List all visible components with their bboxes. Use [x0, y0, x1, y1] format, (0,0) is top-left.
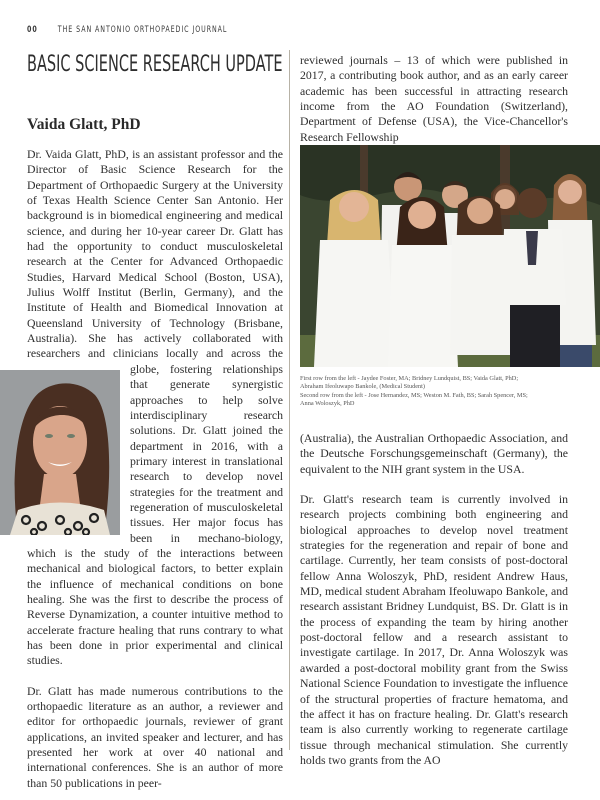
journal-title: THE SAN ANTONIO ORTHOPAEDIC JOURNAL [57, 25, 228, 35]
continuation-paragraph: reviewed journals – 13 of which were published in 2017, a contributing book author, and as an early career academic has been successful in attracting research income from the AO Foundation (Switzerland), Department of Defense (USA), the Vice-Chancellor's Research Fellowship [300, 53, 568, 144]
continuation-paragraph-2: (Australia), the Australian Orthopaedic Association, and the Deutsche Forschungsgemeinschaft (Germany), the equivalent to the NIH grant system in the USA. [300, 431, 568, 476]
caption-line-2: Abraham Ifeoluwapo Bankole, (Medical Student) [300, 383, 426, 391]
left-column [27, 147, 283, 791]
section-title: BASIC SCIENCE RESEARCH UPDATE [27, 52, 283, 77]
paragraph-1 [27, 147, 283, 669]
right-column-top [300, 53, 568, 145]
running-head [27, 25, 227, 35]
paragraph-1-intro: Dr. Vaida Glatt, PhD, is an assistant professor and the Director of Basic Science Research for the Department of Orthopaedic Surgery at the University of Texas Health Science Center San Antonio. Her background is in biomedical engineering and medical science, and during her 10-year career Dr. Glatt has had the opportunity to conduct musculoskeletal research at the Center for Advanced Orthopaedic Studies, Harvard Medical School (Boston, USA), Julius Wolff Institut (Berlin, Germany), and the Institute of Health and Biomedical Innovation at Queensland University of Technology (Brisbane, Australia). She has actively collaborated with researchers and clinicians locally and across the globe, fostering [27, 147, 283, 376]
right-column-bottom [300, 431, 568, 768]
caption-line-3: Second row from the left - Jose Hernandez, MS; Weston M. Fath, BS; Sarah Spencer, MS; [300, 391, 528, 399]
author-name: Vaida Glatt, PhD [27, 116, 141, 133]
paragraph-2: Dr. Glatt has made numerous contributions to the orthopaedic literature as an author, a reviewer and editor for orthopaedic journals, reviewer of grant applications, an invited speaker and lecturer, and has presented her work at over 40 national and international conferences. She is an author of more than 50 publications in peer- [27, 683, 283, 790]
photo-caption [300, 375, 570, 409]
paragraph-1-wrap: relationships that generate synergistic approaches to help solve interdisciplinary research solutions. Dr. Glatt joined the department in 2016, with a primary interest in translational research to develop novel strategies for the treatment and regeneration of musculoskeletal tissues. Her major focus has been in mechano-biology, which is the study of the interactions between mechanical and biological factors, to better explain the influence of mechanical conditions on bone healing. She was the first to describe the process of Reverse Dynamization, a counter intuitive method to accelerate fracture healing that runs contrary to what has been done in prior experimental and clinical studies. [27, 361, 284, 668]
caption-line-1: First row from the left - Jaydee Foster, MA; Bridney Lundquist, BS; Vaida Glatt, PhD; [300, 375, 519, 382]
column-divider [289, 50, 290, 750]
team-photo [300, 145, 600, 367]
caption-line-4: Anna Woloszyk, PhD [300, 400, 355, 408]
paragraph-3: Dr. Glatt's research team is currently involved in research projects combining both engineering and biological approaches to develop novel treatment strategies for the regeneration and repair of bone and cartilage. Currently, her team consists of post-doctoral fellow Anna Woloszyk, PhD, resident Andrew Haus, MD, medical student Abraham Ifeoluwapo Bankole, and research assistant Bridney Lundquist, BS. Dr. Glatt is in the process of expanding the team by hiring another post-doctoral fellow and a research assistant to investigate cartilage. In 2017, Dr. Anna Woloszyk was awarded a post-doctoral mobility grant from the Swiss National Science Foundation to investigate the influence of the structural properties of fracture hematoma, and the affect it has on fracture healing. Dr. Glatt's research team is also currently working to regenerate cartilage tissue through mechanical stimulation. She currently holds two grants from the AO [300, 492, 568, 767]
portrait-image [0, 370, 120, 535]
page-number: 00 [27, 25, 38, 35]
